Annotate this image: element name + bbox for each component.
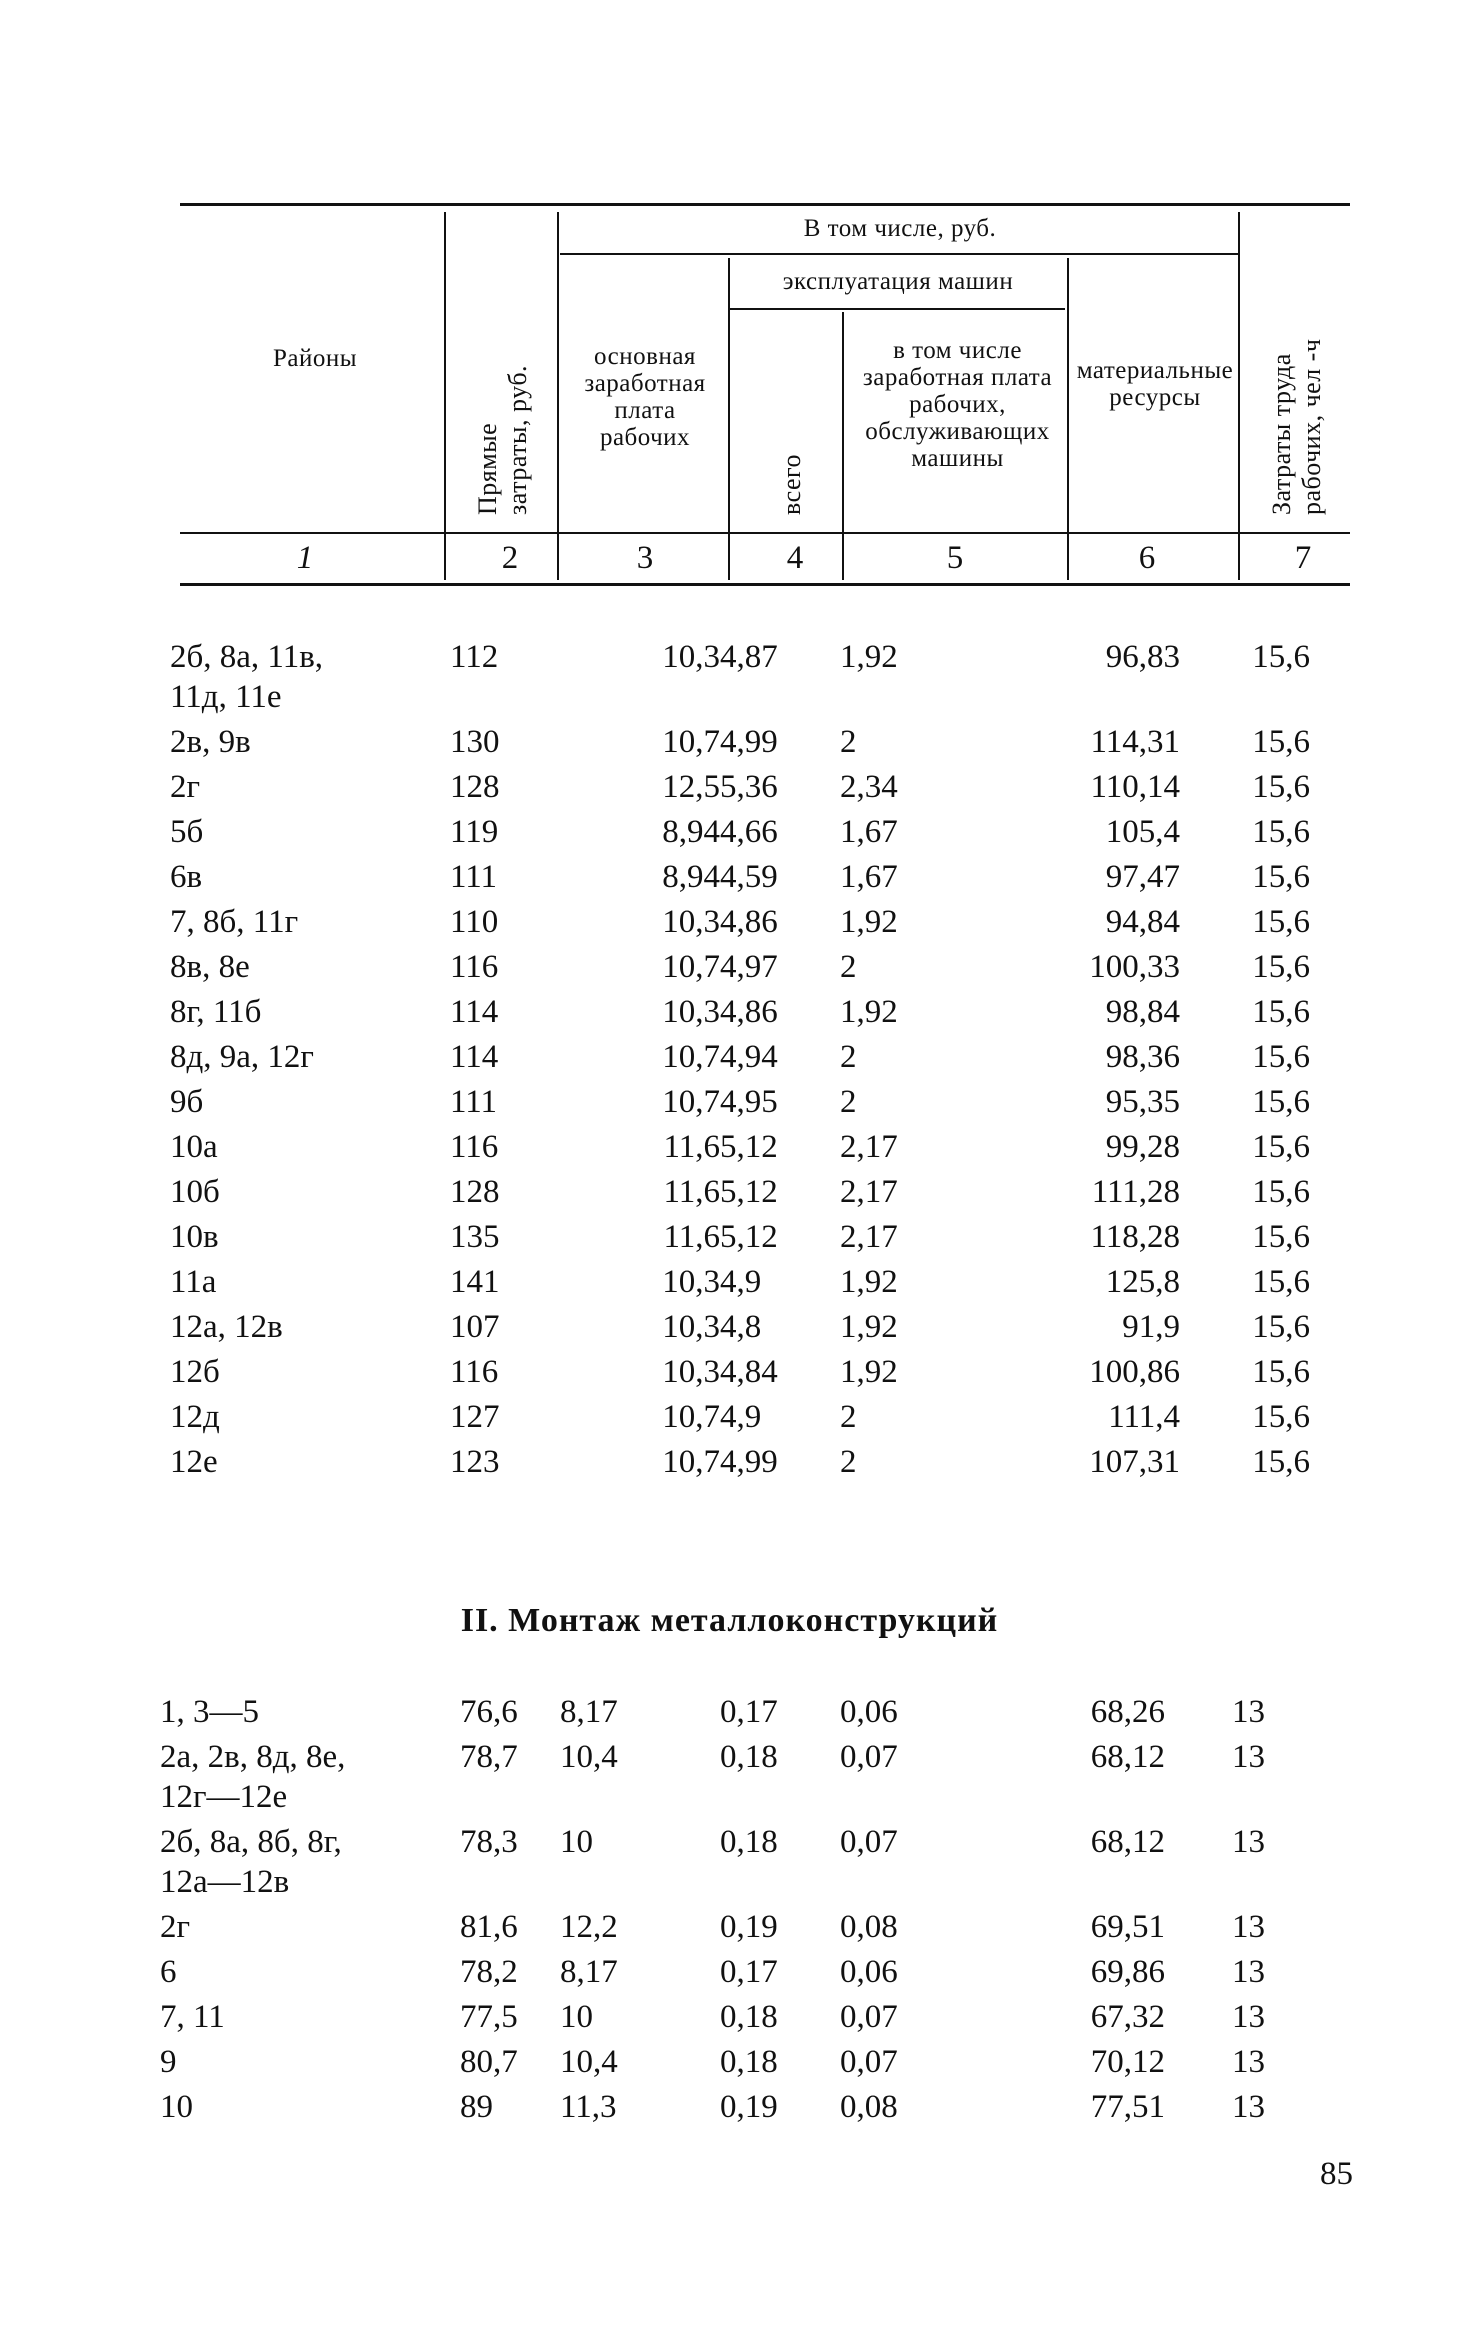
value-cell: 10,3 xyxy=(662,639,720,675)
value-cell: 5,12 xyxy=(720,1174,778,1210)
header-top-rule xyxy=(180,203,1350,206)
table-row xyxy=(170,1262,1310,1307)
value-cell: 68,26 xyxy=(1090,1694,1165,1730)
region-cell: 2г xyxy=(160,1909,191,1945)
value-cell: 110,14 xyxy=(1090,769,1180,805)
value-cell: 8,17 xyxy=(560,1694,618,1730)
value-cell: 10,3 xyxy=(662,994,720,1030)
value-cell: 10,3 xyxy=(662,1309,720,1345)
value-cell: 2 xyxy=(840,1084,857,1120)
value-cell: 10,7 xyxy=(662,1444,720,1480)
value-cell: 10,7 xyxy=(662,1399,720,1435)
region-cell: 8г, 11б xyxy=(170,994,262,1030)
value-cell: 100,33 xyxy=(1089,949,1180,985)
value-cell: 1,67 xyxy=(840,859,898,895)
value-cell: 116 xyxy=(450,1354,499,1390)
value-cell: 69,51 xyxy=(1090,1909,1165,1945)
region-cell: 12е xyxy=(170,1444,218,1480)
table-row xyxy=(170,1352,1310,1397)
table-row xyxy=(160,1997,1265,2042)
value-cell: 114,31 xyxy=(1090,724,1180,760)
value-cell: 0,07 xyxy=(840,1824,898,1860)
value-cell: 15,6 xyxy=(1252,859,1310,895)
region-cell: 7, 8б, 11г xyxy=(170,904,299,940)
value-cell: 0,06 xyxy=(840,1694,898,1730)
header-wage: основная заработная плата рабочих xyxy=(584,343,706,451)
value-cell: 127 xyxy=(450,1399,500,1435)
value-cell: 77,51 xyxy=(1090,2089,1165,2125)
value-cell: 116 xyxy=(450,949,499,985)
value-cell: 10,7 xyxy=(662,724,720,760)
table-row xyxy=(170,857,1310,902)
region-cell: 6в xyxy=(170,859,203,895)
value-cell: 99,28 xyxy=(1105,1129,1180,1165)
value-cell: 4,8 xyxy=(720,1309,762,1345)
header-machines-group: эксплуатация машин xyxy=(782,268,1014,295)
value-cell: 105,4 xyxy=(1105,814,1180,850)
value-cell: 1,92 xyxy=(840,994,898,1030)
value-cell: 15,6 xyxy=(1252,904,1310,940)
header-incl-group: В том числе, руб. xyxy=(803,215,997,242)
value-cell: 2 xyxy=(840,724,857,760)
table-row xyxy=(170,767,1310,812)
region-cell: 10а xyxy=(170,1129,218,1165)
value-cell: 0,07 xyxy=(840,1739,898,1775)
header-materials: материальные ресурсы xyxy=(1076,357,1234,411)
value-cell: 10 xyxy=(560,1824,593,1860)
value-cell: 4,97 xyxy=(720,949,778,985)
value-cell: 141 xyxy=(450,1264,500,1300)
region-cell: 2в, 9в xyxy=(170,724,251,760)
value-cell: 8,17 xyxy=(560,1954,618,1990)
table-row xyxy=(160,1907,1265,1952)
value-cell: 15,6 xyxy=(1252,1174,1310,1210)
value-cell: 13 xyxy=(1232,2089,1265,2125)
col-number-4: 4 xyxy=(786,540,804,576)
value-cell: 0,07 xyxy=(840,1999,898,2035)
value-cell: 114 xyxy=(450,1039,499,1075)
table-row xyxy=(170,902,1310,947)
value-cell: 110 xyxy=(450,904,499,940)
value-cell: 10,7 xyxy=(662,949,720,985)
region-cell: 6 xyxy=(160,1954,177,1990)
table-row xyxy=(170,1442,1310,1487)
value-cell: 11,6 xyxy=(663,1219,720,1255)
value-cell: 76,6 xyxy=(460,1694,518,1730)
value-cell: 78,7 xyxy=(460,1739,518,1775)
section2-title: II. Монтаж металлоконструкций xyxy=(460,1602,999,1639)
header-labor-line1: Затраты труда xyxy=(1267,353,1296,515)
col-number-5: 5 xyxy=(946,540,964,576)
value-cell: 2,17 xyxy=(840,1219,898,1255)
value-cell: 12,5 xyxy=(662,769,720,805)
header-mid-rule-incl xyxy=(560,253,1240,255)
value-cell: 13 xyxy=(1232,1739,1265,1775)
value-cell: 81,6 xyxy=(460,1909,518,1945)
table-row xyxy=(170,812,1310,857)
header-incl-wage: в том числе заработная плата рабочих, обслуживающих машины xyxy=(862,337,1053,472)
value-cell: 96,83 xyxy=(1105,639,1180,675)
col-number-1: 1 xyxy=(296,540,314,576)
value-cell: 118,28 xyxy=(1090,1219,1180,1255)
col-number-3: 3 xyxy=(636,540,654,576)
value-cell: 0,06 xyxy=(840,1954,898,1990)
value-cell: 4,86 xyxy=(720,994,778,1030)
value-cell: 91,9 xyxy=(1122,1309,1180,1345)
value-cell: 2 xyxy=(840,1444,857,1480)
value-cell: 5,12 xyxy=(720,1219,778,1255)
value-cell: 10,3 xyxy=(662,1354,720,1390)
value-cell: 128 xyxy=(450,1174,500,1210)
value-cell: 8,94 xyxy=(662,814,720,850)
value-cell: 125,8 xyxy=(1105,1264,1180,1300)
value-cell: 112 xyxy=(450,639,499,675)
table-row xyxy=(160,2042,1265,2087)
value-cell: 10 xyxy=(560,1999,593,2035)
value-cell: 2 xyxy=(840,1399,857,1435)
value-cell: 1,92 xyxy=(840,1309,898,1345)
value-cell: 2 xyxy=(840,949,857,985)
region-cell: 7, 11 xyxy=(160,1999,225,2035)
value-cell: 4,9 xyxy=(720,1399,762,1435)
value-cell: 4,87 xyxy=(720,639,778,675)
value-cell: 4,94 xyxy=(720,1039,778,1075)
value-cell: 0,18 xyxy=(720,1824,778,1860)
value-cell: 128 xyxy=(450,769,500,805)
header-direct-line2: затраты, руб. xyxy=(503,364,532,515)
value-cell: 15,6 xyxy=(1252,1444,1310,1480)
value-cell: 0,19 xyxy=(720,2089,778,2125)
region-cell: 10в xyxy=(170,1219,219,1255)
col-number-7: 7 xyxy=(1294,540,1312,576)
table-row xyxy=(160,1692,1265,1737)
value-cell: 95,35 xyxy=(1105,1084,1180,1120)
table-row xyxy=(170,722,1310,767)
header-vrule-3 xyxy=(728,258,730,580)
value-cell: 13 xyxy=(1232,1824,1265,1860)
value-cell: 1,92 xyxy=(840,1264,898,1300)
value-cell: 130 xyxy=(450,724,500,760)
header-number-rule xyxy=(180,583,1350,586)
value-cell: 15,6 xyxy=(1252,1084,1310,1120)
value-cell: 15,6 xyxy=(1252,1309,1310,1345)
value-cell: 67,32 xyxy=(1090,1999,1165,2035)
value-cell: 1,67 xyxy=(840,814,898,850)
value-cell: 10,4 xyxy=(560,2044,618,2080)
value-cell: 111,28 xyxy=(1091,1174,1180,1210)
value-cell: 4,95 xyxy=(720,1084,778,1120)
value-cell: 77,5 xyxy=(460,1999,518,2035)
value-cell: 0,18 xyxy=(720,1999,778,2035)
table-row xyxy=(170,1127,1310,1172)
table-row xyxy=(170,1082,1310,1127)
region-cell: 8д, 9а, 12г xyxy=(170,1039,314,1075)
value-cell: 15,6 xyxy=(1252,1219,1310,1255)
value-cell: 2,17 xyxy=(840,1174,898,1210)
value-cell: 11,3 xyxy=(560,2089,617,2125)
region-cell: 1, 3—5 xyxy=(160,1694,259,1730)
region-cell: 10 xyxy=(160,2089,193,2125)
table-row xyxy=(170,1397,1310,1442)
header-total: всего xyxy=(777,453,806,515)
value-cell: 10,7 xyxy=(662,1039,720,1075)
value-cell: 4,99 xyxy=(720,1444,778,1480)
value-cell: 0,19 xyxy=(720,1909,778,1945)
value-cell: 98,36 xyxy=(1105,1039,1180,1075)
table-row xyxy=(160,1952,1265,1997)
value-cell: 10,4 xyxy=(560,1739,618,1775)
section2-table xyxy=(160,1692,1265,2132)
region-cell: 5б xyxy=(170,814,204,850)
value-cell: 11,6 xyxy=(663,1174,720,1210)
value-cell: 15,6 xyxy=(1252,769,1310,805)
header-vrule-2 xyxy=(557,212,559,580)
value-cell: 89 xyxy=(460,2089,493,2125)
section1-table xyxy=(170,637,1310,1487)
value-cell: 0,08 xyxy=(840,1909,898,1945)
value-cell: 78,3 xyxy=(460,1824,518,1860)
page-number: 85 xyxy=(1320,2156,1353,2192)
header-labor-line2: рабочих, чел -ч xyxy=(1297,338,1326,515)
value-cell: 68,12 xyxy=(1090,1739,1165,1775)
header-regions: Районы xyxy=(272,345,358,372)
header-bottom-rule xyxy=(180,532,1350,534)
value-cell: 8,94 xyxy=(662,859,720,895)
region-cell: 2г xyxy=(170,769,201,805)
value-cell: 123 xyxy=(450,1444,500,1480)
value-cell: 119 xyxy=(450,814,499,850)
table-row xyxy=(160,1737,1265,1822)
value-cell: 15,6 xyxy=(1252,1039,1310,1075)
value-cell: 70,12 xyxy=(1090,2044,1165,2080)
table-row xyxy=(160,2087,1265,2132)
value-cell: 1,92 xyxy=(840,904,898,940)
value-cell: 0,17 xyxy=(720,1954,778,1990)
value-cell: 12,2 xyxy=(560,1909,618,1945)
value-cell: 4,86 xyxy=(720,904,778,940)
value-cell: 5,36 xyxy=(720,769,778,805)
value-cell: 1,92 xyxy=(840,639,898,675)
value-cell: 13 xyxy=(1232,1999,1265,2035)
value-cell: 10,7 xyxy=(662,1084,720,1120)
table-row xyxy=(170,1172,1310,1217)
header-vrule-5 xyxy=(1067,258,1069,580)
value-cell: 2 xyxy=(840,1039,857,1075)
value-cell: 15,6 xyxy=(1252,994,1310,1030)
value-cell: 10,3 xyxy=(662,904,720,940)
value-cell: 2,34 xyxy=(840,769,898,805)
value-cell: 114 xyxy=(450,994,499,1030)
header-vrule-4 xyxy=(842,312,844,580)
value-cell: 0,17 xyxy=(720,1694,778,1730)
region-cell: 12а, 12в xyxy=(170,1309,283,1345)
value-cell: 116 xyxy=(450,1129,499,1165)
value-cell: 2,17 xyxy=(840,1129,898,1165)
value-cell: 4,84 xyxy=(720,1354,778,1390)
region-cell: 11а xyxy=(170,1264,217,1300)
header-mid-rule-machines xyxy=(730,308,1065,310)
region-cell: 10б xyxy=(170,1174,220,1210)
value-cell: 111 xyxy=(450,1084,498,1120)
region-cell: 9 xyxy=(160,2044,177,2080)
region-cell: 8в, 8е xyxy=(170,949,250,985)
col-number-6: 6 xyxy=(1138,540,1156,576)
table-row xyxy=(170,1217,1310,1262)
col-number-2: 2 xyxy=(501,540,519,576)
table-row xyxy=(160,1822,1265,1907)
header-vrule-6 xyxy=(1238,212,1240,580)
value-cell: 4,9 xyxy=(720,1264,762,1300)
region-cell: 12б xyxy=(170,1354,220,1390)
value-cell: 107 xyxy=(450,1309,500,1345)
table-row xyxy=(170,637,1310,722)
value-cell: 15,6 xyxy=(1252,1264,1310,1300)
region-cell: 2а, 2в, 8д, 8е, 12г—12е xyxy=(160,1739,346,1815)
header-direct-line1: Прямые xyxy=(473,422,502,515)
table-row xyxy=(170,1307,1310,1352)
value-cell: 78,2 xyxy=(460,1954,518,1990)
value-cell: 94,84 xyxy=(1105,904,1180,940)
value-cell: 13 xyxy=(1232,1909,1265,1945)
value-cell: 111 xyxy=(450,859,498,895)
value-cell: 98,84 xyxy=(1105,994,1180,1030)
value-cell: 100,86 xyxy=(1089,1354,1180,1390)
value-cell: 5,12 xyxy=(720,1129,778,1165)
value-cell: 13 xyxy=(1232,2044,1265,2080)
region-cell: 2б, 8а, 8б, 8г, 12а—12в xyxy=(160,1824,342,1900)
value-cell: 15,6 xyxy=(1252,949,1310,985)
value-cell: 69,86 xyxy=(1090,1954,1165,1990)
value-cell: 0,07 xyxy=(840,2044,898,2080)
value-cell: 111,4 xyxy=(1108,1399,1180,1435)
value-cell: 0,08 xyxy=(840,2089,898,2125)
value-cell: 15,6 xyxy=(1252,724,1310,760)
value-cell: 11,6 xyxy=(663,1129,720,1165)
table-row xyxy=(170,1037,1310,1082)
value-cell: 107,31 xyxy=(1089,1444,1180,1480)
value-cell: 80,7 xyxy=(460,2044,518,2080)
value-cell: 15,6 xyxy=(1252,1129,1310,1165)
value-cell: 15,6 xyxy=(1252,639,1310,675)
header-vrule-1 xyxy=(444,212,446,580)
value-cell: 4,66 xyxy=(720,814,778,850)
value-cell: 135 xyxy=(450,1219,500,1255)
value-cell: 13 xyxy=(1232,1694,1265,1730)
value-cell: 4,59 xyxy=(720,859,778,895)
region-cell: 9б xyxy=(170,1084,204,1120)
value-cell: 15,6 xyxy=(1252,1399,1310,1435)
value-cell: 68,12 xyxy=(1090,1824,1165,1860)
value-cell: 4,99 xyxy=(720,724,778,760)
value-cell: 10,3 xyxy=(662,1264,720,1300)
value-cell: 1,92 xyxy=(840,1354,898,1390)
table-row xyxy=(170,947,1310,992)
region-cell: 2б, 8а, 11в, 11д, 11е xyxy=(170,639,324,715)
table-row xyxy=(170,992,1310,1037)
value-cell: 15,6 xyxy=(1252,814,1310,850)
value-cell: 0,18 xyxy=(720,1739,778,1775)
region-cell: 12д xyxy=(170,1399,220,1435)
value-cell: 13 xyxy=(1232,1954,1265,1990)
value-cell: 97,47 xyxy=(1105,859,1180,895)
value-cell: 0,18 xyxy=(720,2044,778,2080)
value-cell: 15,6 xyxy=(1252,1354,1310,1390)
